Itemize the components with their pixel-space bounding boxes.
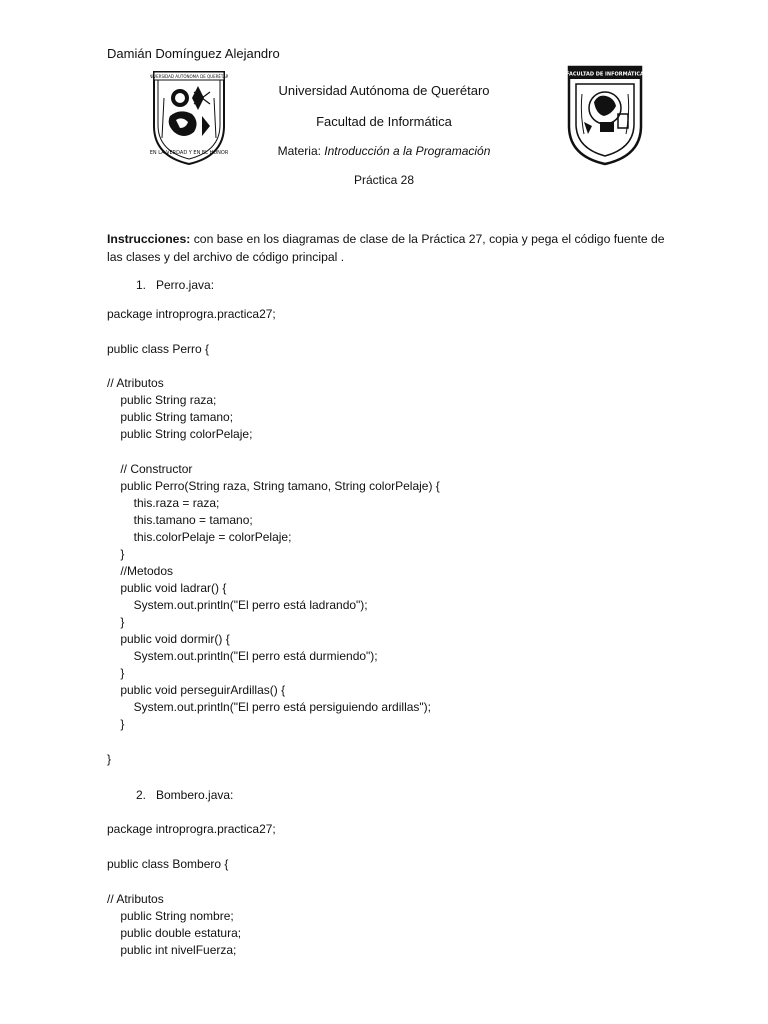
subject-label: Materia:	[277, 144, 325, 158]
section-1-heading	[122, 278, 214, 292]
code-line: }	[107, 615, 125, 629]
section-2-number: 2.	[135, 788, 146, 802]
code-line: public int nivelFuerza;	[107, 943, 237, 957]
code-line: package introprogra.practica27;	[107, 822, 276, 836]
faculty-shield-logo	[566, 64, 644, 166]
code-line: System.out.println("El perro está durmiendo");	[107, 649, 378, 663]
code-line: // Atributos	[107, 376, 164, 390]
section-1-number: 1.	[135, 278, 146, 292]
code-line: public class Perro {	[107, 342, 210, 356]
code-line: // Atributos	[107, 892, 164, 906]
code-line: this.tamano = tamano;	[107, 513, 253, 527]
code-line: // Constructor	[107, 462, 193, 476]
practice-title: Práctica 28	[353, 173, 415, 187]
subject-name: Introducción a la Programación	[324, 144, 491, 158]
left-logo-motto-text: EN LA VERDAD Y EN EL HONOR	[150, 150, 228, 156]
author-name: Damián Domínguez Alejandro	[107, 46, 280, 61]
code-line: public String nombre;	[107, 909, 234, 923]
code-line: public void dormir() {	[107, 632, 230, 646]
code-line: System.out.println("El perro está ladrando");	[107, 598, 368, 612]
instructions-label: Instrucciones:	[107, 232, 191, 246]
faculty-shield-icon	[566, 64, 644, 166]
code-line: public void perseguirArdillas() {	[107, 683, 286, 697]
code-line: this.colorPelaje = colorPelaje;	[107, 530, 292, 544]
code-line: public String tamano;	[107, 410, 234, 424]
code-line: public double estatura;	[107, 926, 242, 940]
subject-line	[256, 144, 512, 158]
code-line: package introprogra.practica27;	[107, 307, 276, 321]
section-2-heading	[122, 788, 233, 802]
section-1-filename: Perro.java:	[156, 278, 215, 292]
left-logo-top-text: UNIVERSIDAD AUTÓNOMA DE QUERÉTARO	[150, 74, 228, 79]
code-line: this.raza = raza;	[107, 496, 220, 510]
code-line: }	[107, 717, 125, 731]
university-seal-icon	[150, 68, 228, 166]
code-line: //Metodos	[107, 564, 174, 578]
code-line: }	[107, 752, 112, 766]
code-line: public class Bombero {	[107, 857, 229, 871]
code-line: public Perro(String raza, String tamano, String colorPelaje) {	[107, 479, 440, 493]
instructions-paragraph	[107, 230, 667, 266]
code-line: public String colorPelaje;	[107, 427, 253, 441]
university-name: Universidad Autónoma de Querétaro	[278, 83, 490, 98]
code-line: public void ladrar() {	[107, 581, 227, 595]
university-seal-logo	[150, 68, 228, 166]
section-2-filename: Bombero.java:	[156, 788, 234, 802]
faculty-name: Facultad de Informática	[316, 114, 452, 129]
code-line: }	[107, 666, 125, 680]
code-line: public String raza;	[107, 393, 217, 407]
code-line: System.out.println("El perro está persiguiendo ardillas");	[107, 700, 431, 714]
instructions-text: con base en los diagramas de clase de la Práctica 27, copia y pega el código fuente de las clases y del archivo de código principal .	[107, 232, 665, 264]
right-logo-top-text: FACULTAD DE INFORMÁTICA	[566, 71, 644, 78]
code-line: }	[107, 547, 125, 561]
